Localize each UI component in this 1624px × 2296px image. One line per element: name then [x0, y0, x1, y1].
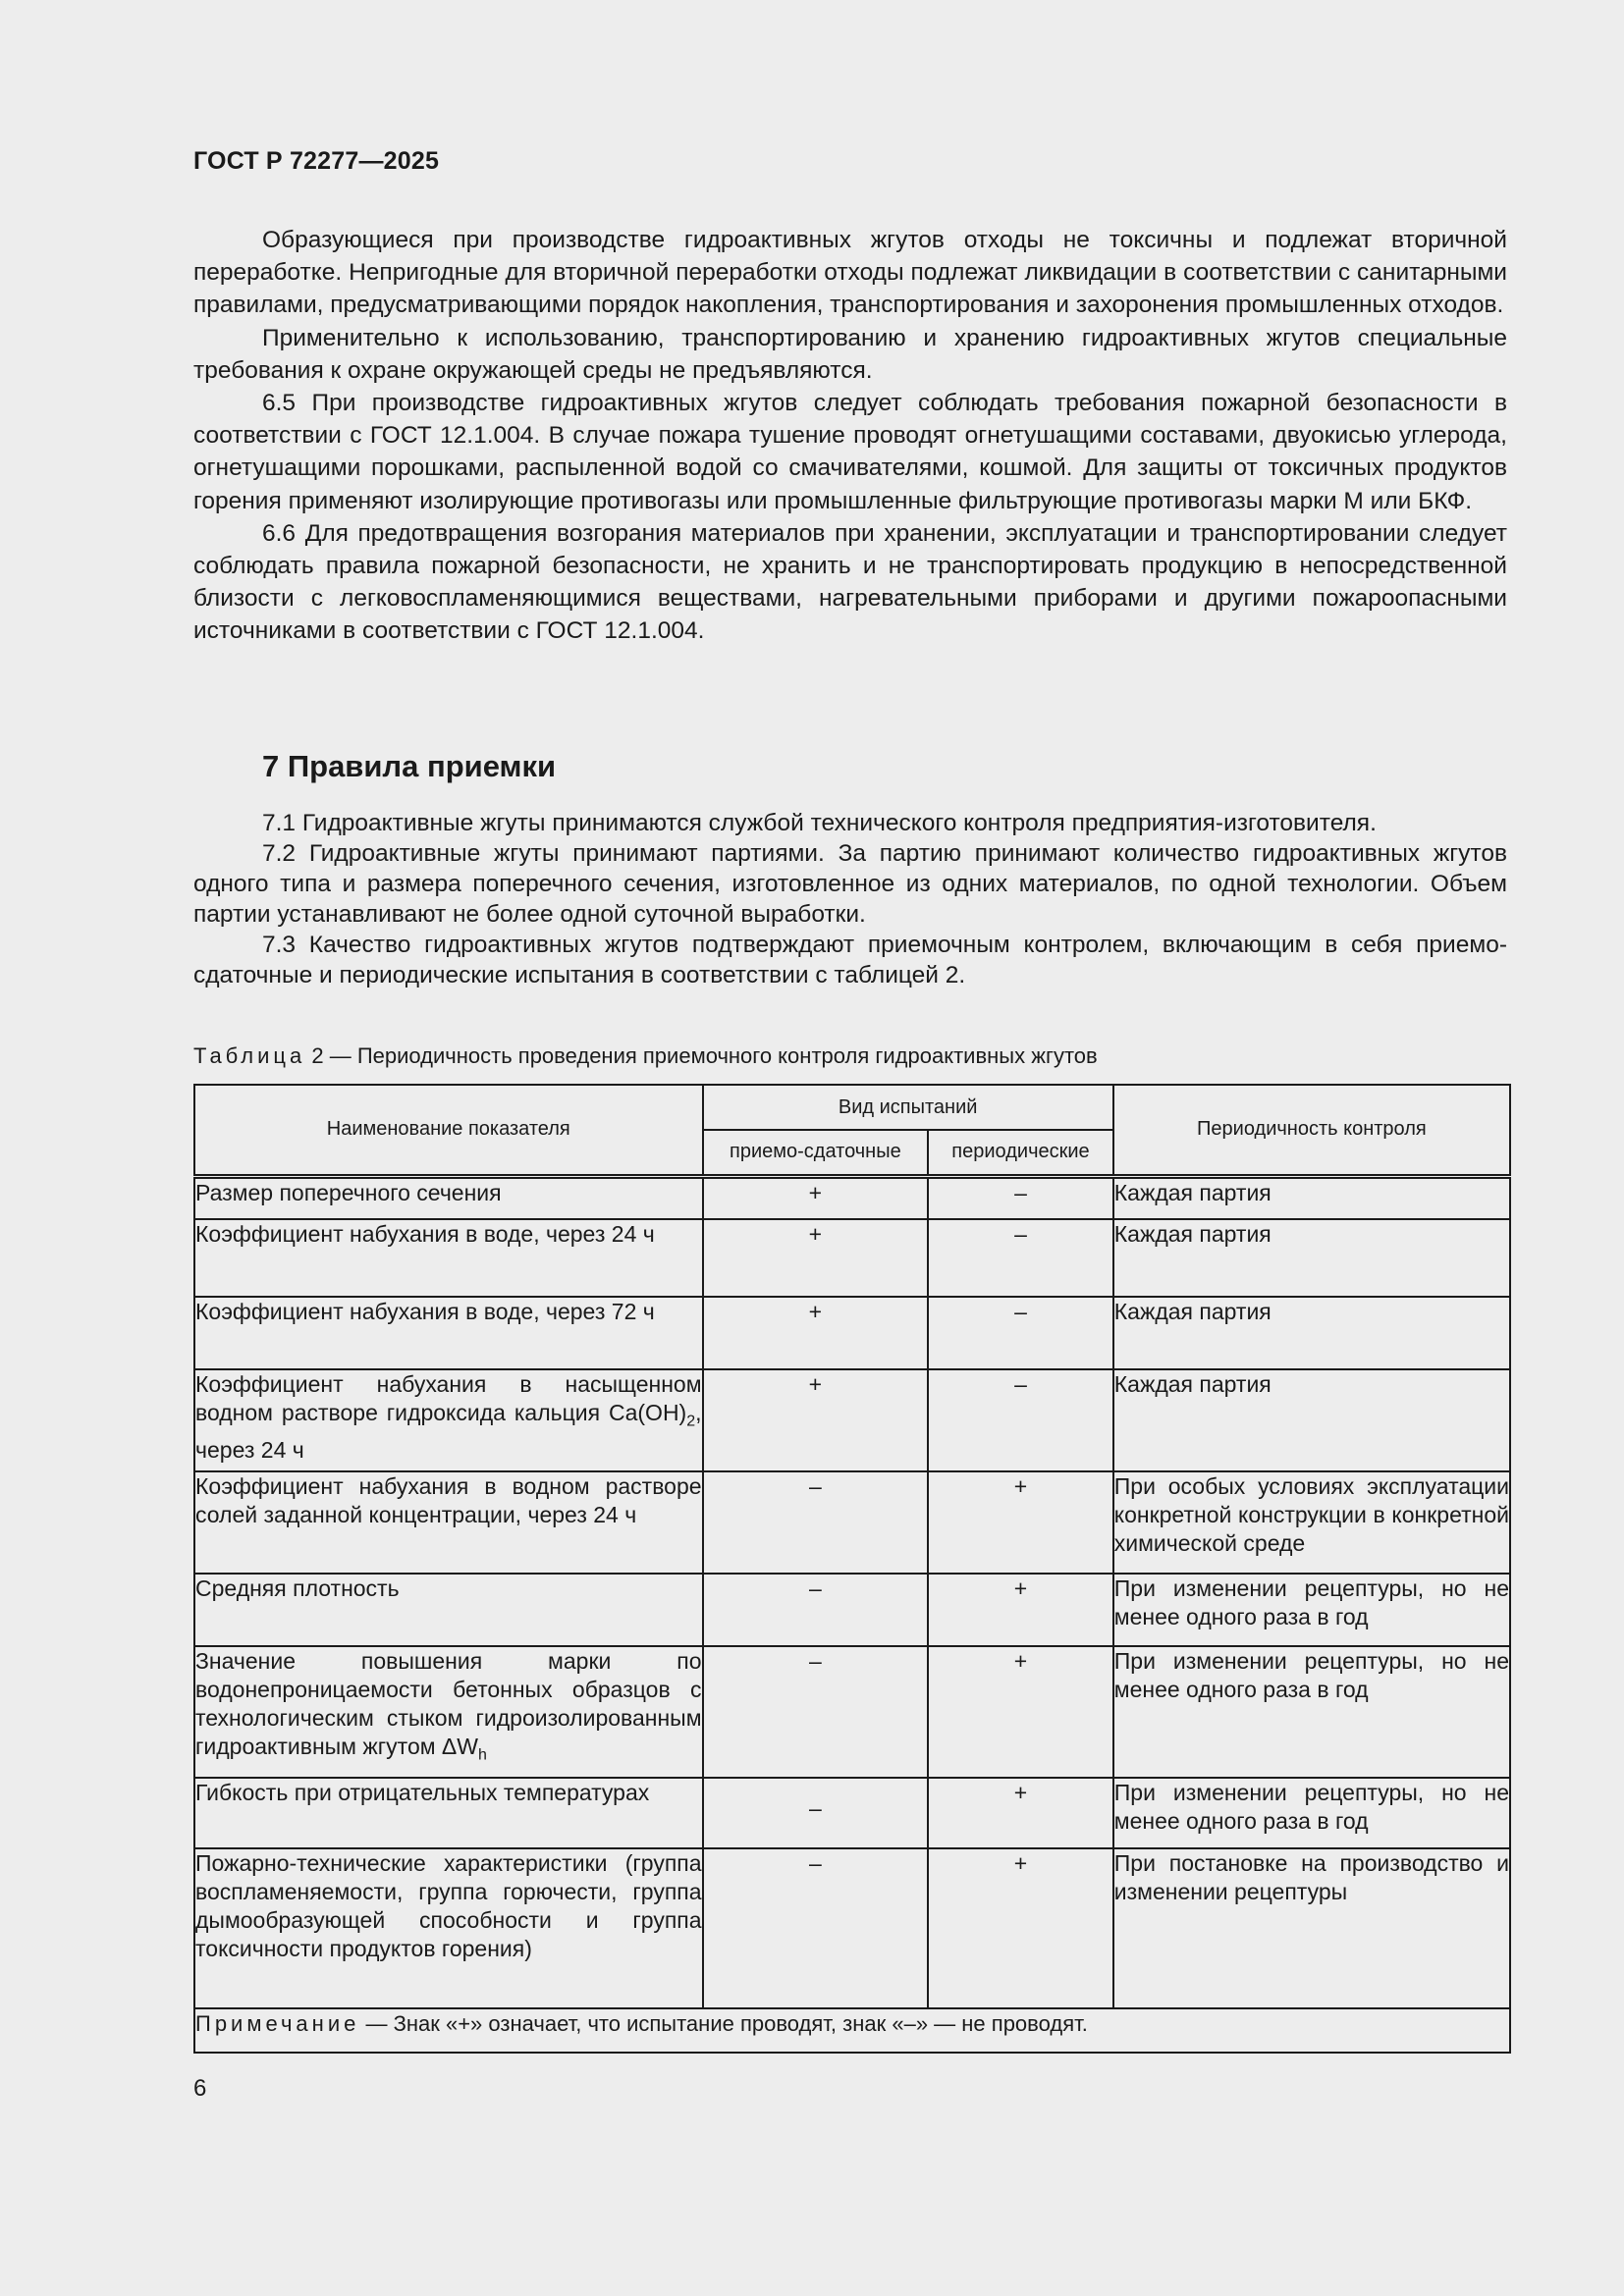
- cell-periodic: +: [928, 1471, 1113, 1574]
- subscript: h: [478, 1746, 487, 1764]
- page-number: 6: [193, 2075, 207, 2102]
- cell-frequency: Каждая партия: [1113, 1176, 1510, 1219]
- body-text: [193, 224, 1507, 648]
- table-row: [194, 1176, 1510, 1219]
- cell-name-text: Коэффициент набухания в насыщенном водном растворе гидроксида кальция Ca(OH): [195, 1371, 702, 1425]
- cell-name: Коэффициент набухания в водном растворе солей заданной концентрации, через 24 ч: [194, 1471, 703, 1574]
- cell-frequency: Каждая партия: [1113, 1369, 1510, 1471]
- paragraph: 6.6 Для предотвращения возгорания материалов при хранении, эксплуатации и транспортировании следует соблюдать правила пожарной безопасности, не хранить и не транспортировать продукцию в непосредственной близости с легковоспламеняющимися веществами, нагревательными приборами и другими пожароопасными источниками в соответствии с ГОСТ 12.1.004.: [193, 519, 1507, 645]
- cell-frequency: При особых условиях эксплуатации конкретной конструкции в конкретной химической среде: [1113, 1471, 1510, 1574]
- cell-acceptance: –: [703, 1471, 929, 1574]
- acceptance-control-table: [193, 1084, 1511, 2054]
- cell-name: [194, 1646, 703, 1778]
- cell-frequency: Каждая партия: [1113, 1297, 1510, 1369]
- table-note-row: [194, 2008, 1510, 2053]
- cell-frequency: При постановке на производство и изменении рецептуры: [1113, 1848, 1510, 2008]
- table-note-text: — Знак «+» означает, что испытание проводят, знак «–» — не проводят.: [359, 2011, 1088, 2036]
- table-row: [194, 1219, 1510, 1297]
- cell-acceptance: +: [703, 1219, 929, 1297]
- document-code: ГОСТ Р 72277—2025: [193, 147, 440, 175]
- subscript: 2: [686, 1413, 696, 1430]
- cell-periodic: –: [928, 1369, 1113, 1471]
- cell-name: Гибкость при отрицательных температурах: [194, 1778, 703, 1848]
- table-row: [194, 1778, 1510, 1848]
- cell-acceptance: –: [703, 1646, 929, 1778]
- cell-name-text: Значение повышения марки по водонепроницаемости бетонных образцов с технологическим стыком гидроизолированным гидроактивным жгутом ΔW: [195, 1648, 702, 1759]
- cell-acceptance: –: [703, 1778, 929, 1848]
- table-caption: [193, 1043, 1098, 1069]
- table-row: [194, 1471, 1510, 1574]
- section-title: 7 Правила приемки: [262, 749, 557, 783]
- cell-acceptance: +: [703, 1176, 929, 1219]
- paragraph: 7.3 Качество гидроактивных жгутов подтверждают приемочным контролем, включающим в себя приемо-сдаточные и периодические испытания в соответствии с таблицей 2.: [193, 932, 1507, 988]
- cell-acceptance: –: [703, 1848, 929, 2008]
- table-caption-word: Таблица: [193, 1043, 306, 1068]
- paragraph: 7.1 Гидроактивные жгуты принимаются службой технического контроля предприятия-изготовителя.: [262, 810, 1377, 836]
- header-periodic: периодические: [928, 1130, 1113, 1176]
- header-acceptance: приемо-сдаточные: [703, 1130, 929, 1176]
- cell-acceptance: –: [703, 1574, 929, 1646]
- section-text: [193, 808, 1507, 990]
- cell-periodic: +: [928, 1778, 1113, 1848]
- table-note: [194, 2008, 1510, 2053]
- cell-name: Коэффициент набухания в воде, через 24 ч: [194, 1219, 703, 1297]
- table-row: [194, 1574, 1510, 1646]
- table-row: [194, 1369, 1510, 1471]
- table-row: [194, 1297, 1510, 1369]
- cell-periodic: –: [928, 1219, 1113, 1297]
- cell-name: Коэффициент набухания в воде, через 72 ч: [194, 1297, 703, 1369]
- cell-periodic: –: [928, 1297, 1113, 1369]
- header-test-type: Вид испытаний: [703, 1085, 1113, 1130]
- cell-frequency: При изменении рецептуры, но не менее одного раза в год: [1113, 1778, 1510, 1848]
- table-row: [194, 1646, 1510, 1778]
- cell-acceptance: +: [703, 1297, 929, 1369]
- paragraph: 7.2 Гидроактивные жгуты принимают партиями. За партию принимают количество гидроактивных жгутов одного типа и размера поперечного сечения, изготовленное из одних материалов, по одной технологии. Объем партии устанавливают не более одной суточной выработки.: [193, 840, 1507, 928]
- cell-name-text: , через 24 ч: [195, 1400, 702, 1463]
- cell-name: Пожарно-технические характеристики (группа воспламеняемости, группа горючести, группа дымообразующей способности и группа токсичности продуктов горения): [194, 1848, 703, 2008]
- table-caption-text: 2 — Периодичность проведения приемочного контроля гидроактивных жгутов: [305, 1043, 1098, 1068]
- cell-name: Средняя плотность: [194, 1574, 703, 1646]
- paragraph: 6.5 При производстве гидроактивных жгутов следует соблюдать требования пожарной безопасности в соответствии с ГОСТ 12.1.004. В случае пожара тушение проводят огнетушащими составами, двуокисью углерода, огнетушащими порошками, распыленной водой со смачивателями, кошмой. Для защиты от токсичных продуктов горения применяют изолирующие противогазы или промышленные фильтрующие противогазы марки М или БКФ.: [193, 390, 1507, 514]
- table-note-word: Примечание: [195, 2011, 360, 2036]
- cell-name: [194, 1369, 703, 1471]
- cell-periodic: +: [928, 1848, 1113, 2008]
- cell-periodic: +: [928, 1574, 1113, 1646]
- table-row: [194, 1848, 1510, 2008]
- cell-frequency: Каждая партия: [1113, 1219, 1510, 1297]
- cell-acceptance: +: [703, 1369, 929, 1471]
- cell-frequency: При изменении рецептуры, но не менее одного раза в год: [1113, 1574, 1510, 1646]
- header-name: Наименование показателя: [194, 1085, 703, 1176]
- cell-frequency: При изменении рецептуры, но не менее одного раза в год: [1113, 1646, 1510, 1778]
- cell-periodic: +: [928, 1646, 1113, 1778]
- header-frequency: Периодичность контроля: [1113, 1085, 1510, 1176]
- paragraph: Применительно к использованию, транспортированию и хранению гидроактивных жгутов специальные требования к охране окружающей среды не предъявляются.: [193, 324, 1507, 384]
- paragraph: Образующиеся при производстве гидроактивных жгутов отходы не токсичны и подлежат вторичной переработке. Непригодные для вторичной переработки отходы подлежат ликвидации в соответствии с санитарными правилами, предусматривающими порядок накопления, транспортирования и захоронения промышленных отходов.: [193, 227, 1507, 319]
- cell-periodic: –: [928, 1176, 1113, 1219]
- cell-name: Размер поперечного сечения: [194, 1176, 703, 1219]
